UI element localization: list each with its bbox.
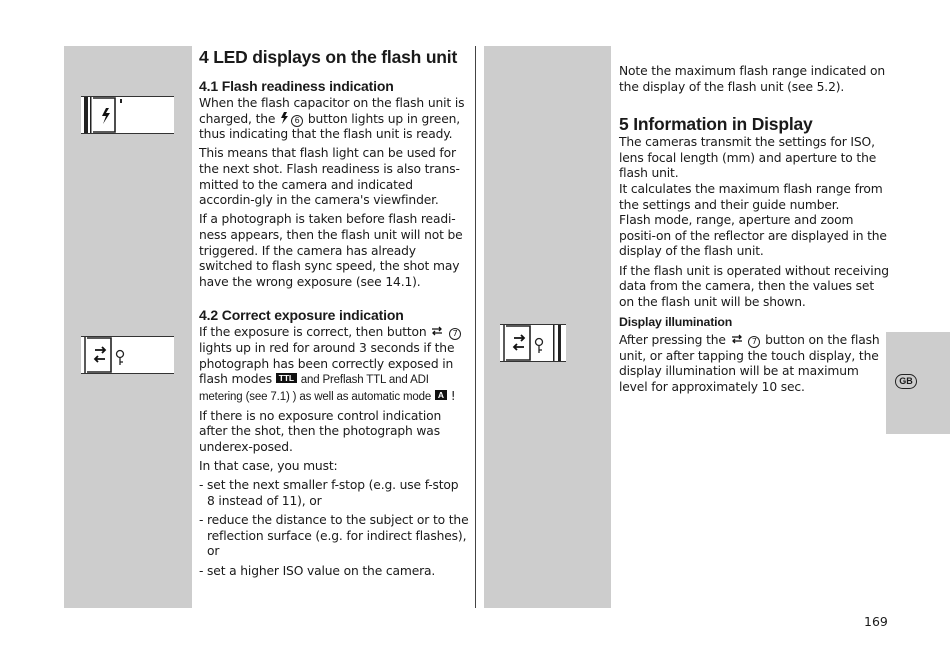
section-5-paragraph-2: It calculates the maximum flash range from the settings and their guide number. — [619, 181, 883, 212]
flash-bolt-icon — [280, 112, 289, 124]
section-5-paragraph-3: Flash mode, range, aperture and zoom positi-on of the reflector are displayed in the display of the flash unit. — [619, 213, 887, 259]
section-4-2-paragraph-3: In that case, you must: — [199, 459, 338, 474]
section-5-heading: 5 Information in Display — [619, 114, 813, 135]
range-note: Note the maximum flash range indicated on the display of the flash unit (see 5.2). — [619, 64, 886, 94]
section-4-2-paragraph-2: If there is no exposure control indication after the shot, then the photograph was underex-posed. — [199, 408, 442, 455]
right-text-column — [619, 64, 889, 399]
section-4-1-paragraph-2: This means that flash light can be used for the next shot. Flash readiness is also trans-mitted to the camera and indicated accordin-gly in the camera's viewfinder. — [199, 146, 460, 208]
button-number-circle: 6 — [291, 115, 303, 127]
display-illumination-paragraph — [619, 333, 889, 395]
p5-end: button on the flash unit, or after tapping the touch display, the display illumination will be at maximum level for approximately 10 sec. — [619, 332, 880, 394]
section-4-1-title: 4.1 Flash readiness indication — [199, 78, 394, 94]
section-5-paragraph-4: If the flash unit is operated without receiving data from the camera, then the values set on the flash unit will be shown. — [619, 263, 889, 309]
auto-mode-badge: A — [435, 390, 447, 400]
button-number-circle: 7 — [449, 328, 461, 340]
swap-arrows-icon — [431, 326, 443, 336]
s41-p1-start: When the flash capacitor on the flash unit is charged, the — [199, 96, 465, 126]
swap-arrows-icon — [731, 334, 743, 344]
p5-start: After pressing the — [619, 332, 726, 347]
s42-p1-modes: and Preflash TTL and ADI metering (see 7.1) ) as well as automatic mode — [199, 374, 432, 403]
section-4-2-paragraph-1 — [199, 325, 469, 405]
flash-ready-led-illustration — [81, 96, 174, 134]
list-item: - reduce the distance to the subject or to the reflection surface (e.g. for indirect flashes), or — [199, 513, 469, 559]
s42-p1-end: ! — [450, 388, 456, 403]
exposure-ok-led-illustration — [81, 336, 174, 374]
ttl-mode-badge: TTL — [276, 373, 297, 383]
display-illumination-led-illustration — [500, 324, 566, 362]
button-number-circle: 7 — [748, 336, 760, 348]
left-text-column — [199, 46, 469, 583]
display-illumination-subheading: Display illumination — [619, 314, 733, 329]
section-5-paragraph-1: The cameras transmit the settings for ISO, lens focal length (mm) and aperture to the flash unit. — [619, 135, 877, 181]
column-divider — [475, 46, 476, 608]
section-4-1-paragraph-1 — [199, 96, 469, 143]
section-4-1-paragraph-3: If a photograph is taken before flash readi-ness appears, then the flash unit will not be triggered. If the camera has already switched to flash sync speed, the shot may have the wrong exposure (see 14.1). — [199, 212, 463, 289]
section-4-heading: 4 LED displays on the flash unit — [199, 47, 458, 67]
page-number: 169 — [864, 614, 888, 629]
section-4-2-title: 4.2 Correct exposure indication — [199, 307, 404, 324]
s41-p1-end: button lights up in green, thus indicating that the flash unit is ready. — [199, 111, 461, 142]
language-badge: GB — [895, 374, 917, 389]
list-item: - set the next smaller f-stop (e.g. use f-stop 8 instead of 11), or — [199, 478, 459, 509]
s42-p1-middle: lights up in red for around 3 seconds if the photograph has been correctly exposed in flash modes — [199, 340, 455, 387]
s42-p1-start: If the exposure is correct, then button — [199, 325, 427, 340]
list-item: - set a higher ISO value on the camera. — [199, 563, 436, 578]
